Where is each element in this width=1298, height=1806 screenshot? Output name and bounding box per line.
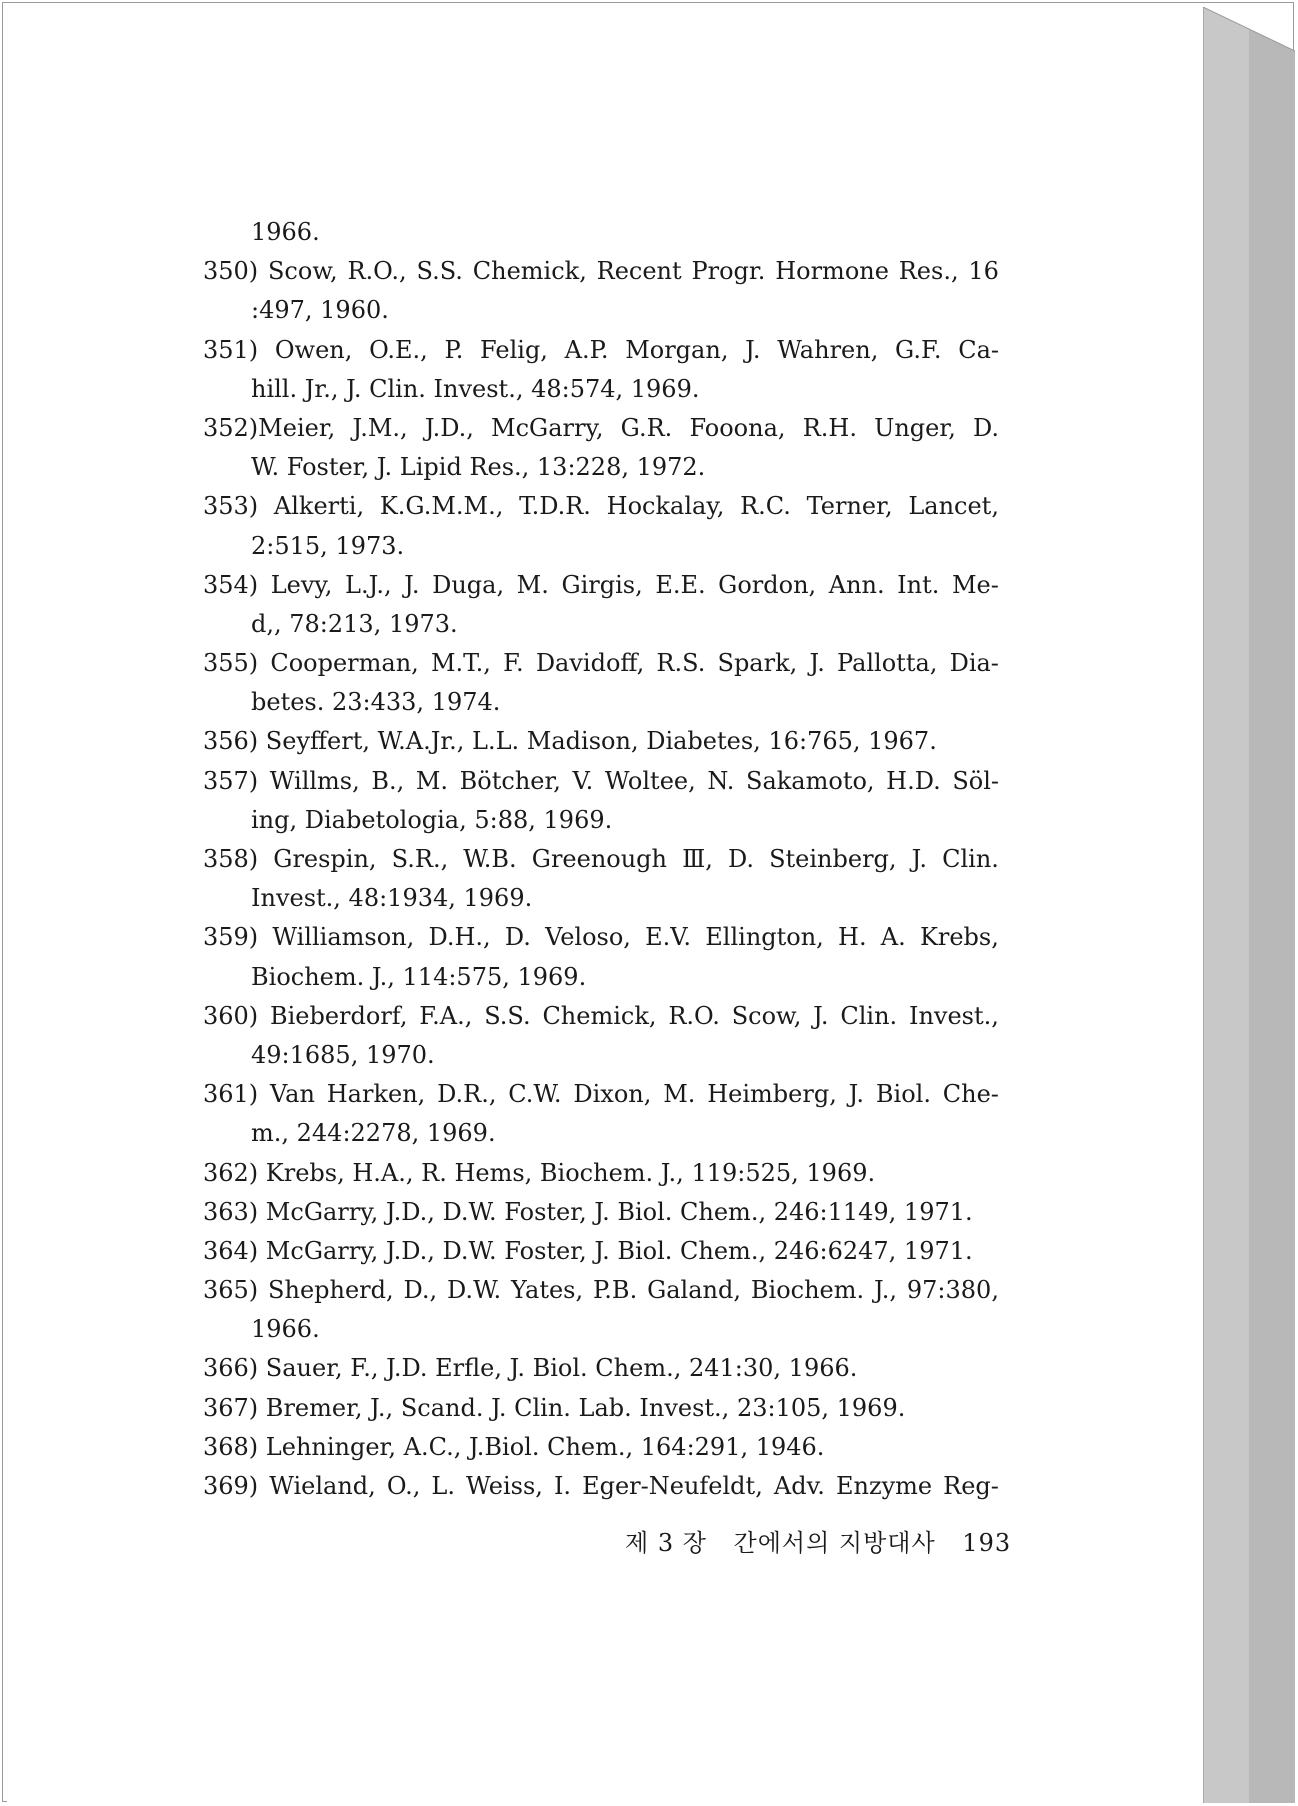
reference-continuation-line: Invest., 48:1934, 1969. <box>251 884 533 913</box>
page-frame <box>2 2 1294 1802</box>
reference-list <box>203 213 999 1506</box>
reference-entry-line: 352)Meier, J.M., J.D., McGarry, G.R. Foοona, R.H. Unger, D. <box>203 413 999 442</box>
reference-continuation-line: W. Foster, J. Lipid Res., 13:228, 1972. <box>251 453 706 482</box>
reference-continuation-line: :497, 1960. <box>251 296 389 325</box>
chapter-label: 제 3 장 <box>625 1529 707 1557</box>
reference-entry-line: 354) Levy, L.J., J. Duga, M. Girgis, E.E. Gordon, Ann. Int. Me- <box>203 570 999 599</box>
reference-entry-line: 367) Bremer, J., Scand. J. Clin. Lab. Invest., 23:105, 1969. <box>203 1393 906 1422</box>
reference-entry-line: 356) Seyffert, W.A.Jr., L.L. Madison, Diabetes, 16:765, 1967. <box>203 727 937 756</box>
reference-entry-line: 364) McGarry, J.D., D.W. Foster, J. Biol. Chem., 246:6247, 1971. <box>203 1236 973 1265</box>
reference-entry-line: 351) Owen, O.E., P. Felig, A.P. Morgan, J. Wahren, G.F. Ca- <box>203 335 999 364</box>
reference-entry-line: 353) Alkerti, K.G.M.M., T.D.R. Hockalay, R.C. Terner, Lancet, <box>203 492 999 521</box>
page-number: 193 <box>962 1529 1012 1557</box>
reference-entry-line: 355) Cooperman, M.T., F. Davidoff, R.S. Spark, J. Pallotta, Dia- <box>203 649 999 678</box>
reference-entry-line: 365) Shepherd, D., D.W. Yates, P.B. Galand, Biochem. J., 97:380, <box>203 1276 999 1305</box>
chapter-title: 간에서의 지방대사 <box>733 1529 936 1557</box>
reference-entry-line: 368) Lehninger, A.C., J.Biol. Chem., 164:291, 1946. <box>203 1432 825 1461</box>
reference-continuation-line: 1966. <box>251 218 320 246</box>
reference-entry-line: 363) McGarry, J.D., D.W. Foster, J. Biol. Chem., 246:1149, 1971. <box>203 1197 973 1226</box>
reference-entry-line: 369) Wieland, O., L. Weiss, I. Eger-Neufeldt, Adv. Enzyme Reg- <box>203 1472 999 1500</box>
reference-entry-line: 361) Van Harken, D.R., C.W. Dixon, M. Heimberg, J. Biol. Che- <box>203 1080 999 1109</box>
reference-continuation-line: m., 244:2278, 1969. <box>251 1119 496 1148</box>
reference-continuation-line: ing, Diabetologia, 5:88, 1969. <box>251 805 613 834</box>
reference-entry-line: 358) Grespin, S.R., W.B. Greenough Ⅲ, D. Steinberg, J. Clin. <box>203 845 999 873</box>
reference-continuation-line: betes. 23:433, 1974. <box>251 688 501 717</box>
reference-continuation-line: 49:1685, 1970. <box>251 1040 435 1069</box>
reference-continuation-line: Biochem. J., 114:575, 1969. <box>251 962 587 991</box>
running-footer <box>625 1523 1029 1558</box>
reference-entry-line: 359) Williamson, D.H., D. Veloso, E.V. Ellington, H. A. Krebs, <box>203 923 999 952</box>
reference-entry-line: 357) Willms, B., M. Bötcher, V. Woltee, N. Sakamoto, H.D. Söl- <box>203 766 999 795</box>
reference-continuation-line: 2:515, 1973. <box>251 531 405 560</box>
book-page <box>7 7 1203 1803</box>
book-spine-edge <box>1203 7 1295 1803</box>
reference-entry-line: 366) Sauer, F., J.D. Erfle, J. Biol. Chem., 241:30, 1966. <box>203 1354 858 1383</box>
reference-entry-line: 360) Bieberdorf, F.A., S.S. Chemick, R.O. Scow, J. Clin. Invest., <box>203 1001 999 1030</box>
reference-continuation-line: d,, 78:213, 1973. <box>251 609 458 638</box>
reference-entry-line: 350) Scow, R.O., S.S. Chemick, Recent Progr. Hormone Res., 16 <box>203 257 999 286</box>
reference-continuation-line: hill. Jr., J. Clin. Invest., 48:574, 1969. <box>251 374 700 403</box>
reference-entry-line: 362) Krebs, H.A., R. Hems, Biochem. J., 119:525, 1969. <box>203 1158 876 1187</box>
reference-continuation-line: 1966. <box>251 1315 320 1344</box>
